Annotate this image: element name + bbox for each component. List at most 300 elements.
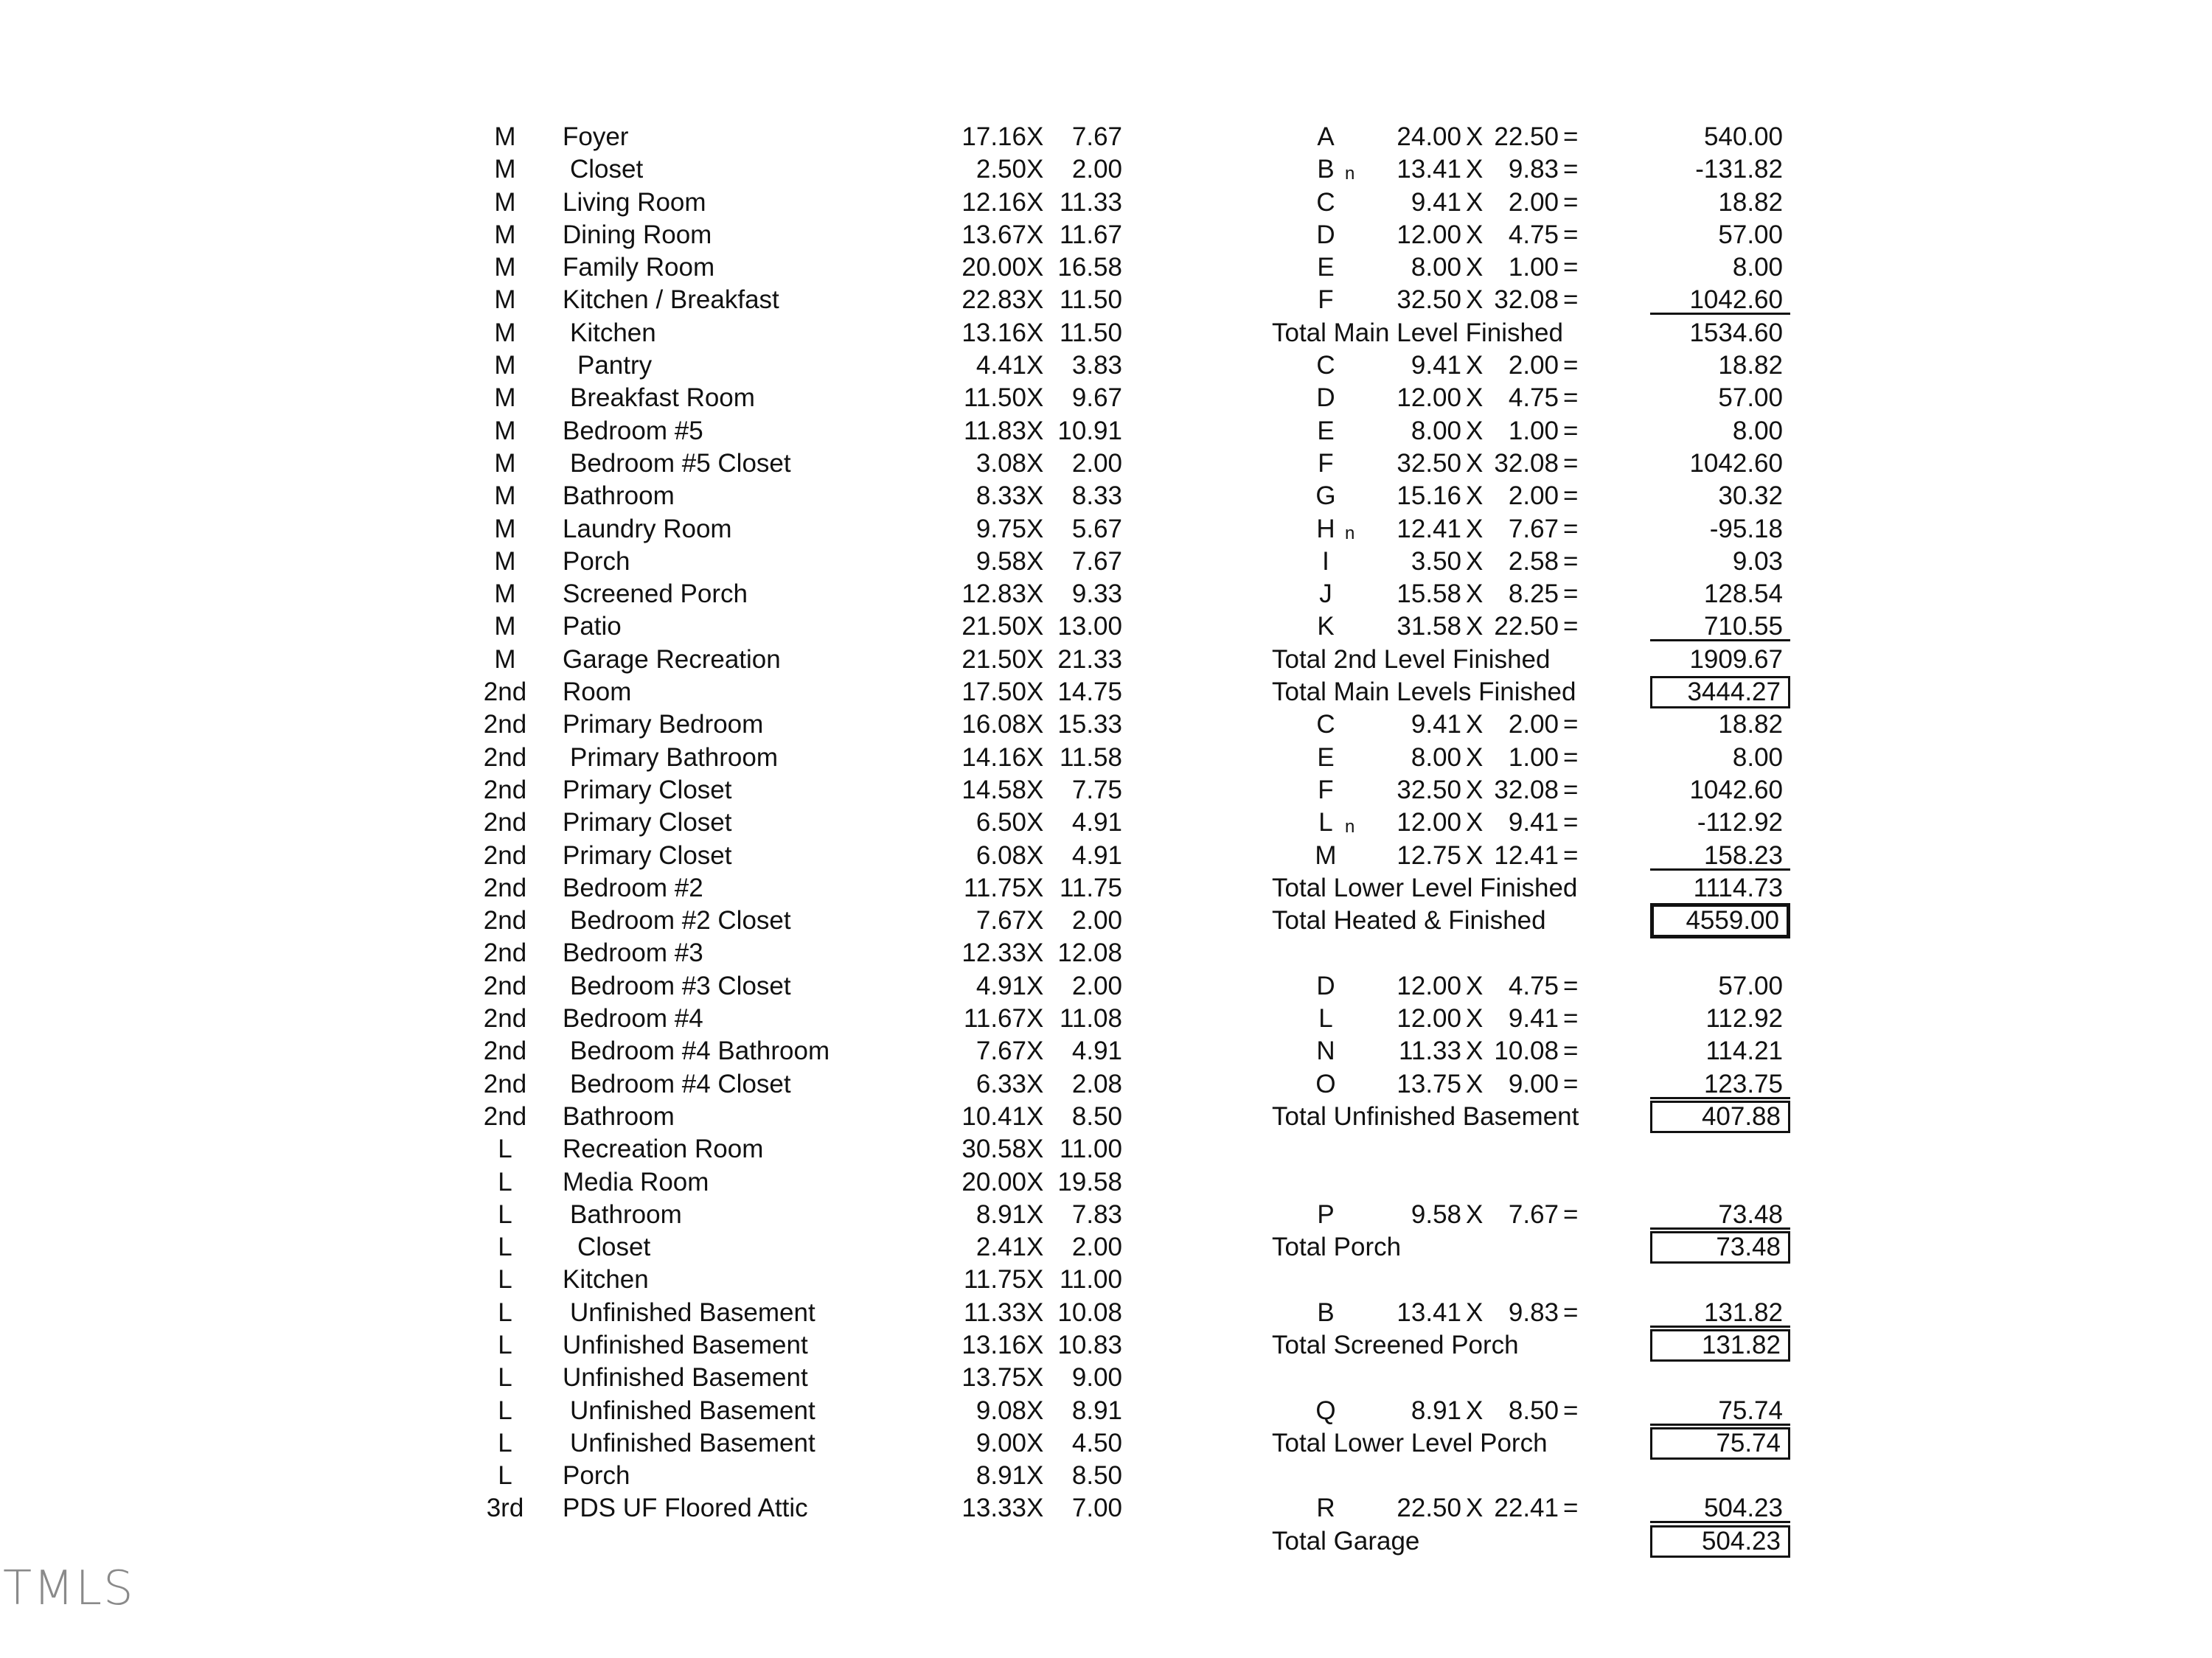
room-level: 2nd xyxy=(483,1101,527,1131)
section-letter: M xyxy=(1315,840,1337,870)
room-width: 7.75 xyxy=(1071,775,1122,804)
room-name: Living Room xyxy=(563,187,706,217)
room-length: 7.67 xyxy=(975,1037,1026,1066)
room-width: 11.33 xyxy=(1060,187,1122,217)
times-sign: X xyxy=(1026,742,1044,772)
room-length: 8.91 xyxy=(975,1199,1026,1229)
equals-sign: = xyxy=(1563,1069,1579,1098)
room-name: Bathroom xyxy=(570,1199,682,1229)
total-value: 407.88 xyxy=(1650,1101,1790,1133)
section-width: 2.00 xyxy=(1508,187,1559,217)
section-letter: O xyxy=(1315,1069,1336,1098)
room-width: 2.00 xyxy=(1071,906,1122,936)
times-sign: X xyxy=(1026,122,1044,151)
section-letter: G xyxy=(1315,481,1336,511)
calc-row xyxy=(1268,219,1799,251)
room-row xyxy=(472,1395,1135,1427)
room-row xyxy=(472,121,1135,153)
calc-row xyxy=(1268,1035,1799,1067)
room-row xyxy=(472,1329,1135,1362)
times-sign: X xyxy=(1466,971,1484,1000)
section-area: 131.82 xyxy=(1650,1297,1790,1328)
room-length: 4.41 xyxy=(975,351,1026,380)
room-width: 11.00 xyxy=(1060,1135,1122,1164)
room-row xyxy=(472,905,1135,937)
times-sign: X xyxy=(1026,514,1044,543)
room-level: M xyxy=(494,612,516,641)
room-name: Pantry xyxy=(577,351,653,380)
room-width: 15.33 xyxy=(1057,710,1122,739)
calc-row xyxy=(1268,187,1799,219)
room-row xyxy=(472,1035,1135,1067)
equals-sign: = xyxy=(1563,1037,1579,1066)
times-sign: X xyxy=(1026,448,1044,478)
times-sign: X xyxy=(1466,840,1484,870)
times-sign: X xyxy=(1466,448,1484,478)
room-row xyxy=(472,937,1135,969)
section-length: 12.41 xyxy=(1397,514,1461,543)
equals-sign: = xyxy=(1563,285,1579,315)
section-area: 1042.60 xyxy=(1689,775,1783,804)
times-sign: X xyxy=(1466,1494,1484,1523)
section-length: 15.58 xyxy=(1397,579,1461,609)
total-value: 1909.67 xyxy=(1689,644,1783,674)
section-area: 112.92 xyxy=(1705,1004,1783,1034)
room-level: L xyxy=(498,1199,512,1229)
calc-row xyxy=(1268,1492,1799,1525)
section-length: 8.91 xyxy=(1411,1396,1461,1425)
section-length: 32.50 xyxy=(1397,775,1461,804)
total-label: Total Unfinished Basement xyxy=(1272,1101,1579,1131)
total-row xyxy=(1268,1525,1799,1558)
total-label: Total Main Levels Finished xyxy=(1272,678,1576,707)
times-sign: X xyxy=(1026,1298,1044,1327)
room-row xyxy=(472,349,1135,382)
room-level: 3rd xyxy=(486,1494,524,1523)
section-area: -131.82 xyxy=(1695,155,1783,184)
room-name: Primary Closet xyxy=(563,808,732,837)
spacer-row xyxy=(1268,1460,1799,1492)
section-length: 9.41 xyxy=(1411,187,1461,217)
room-row xyxy=(472,1003,1135,1035)
room-level: L xyxy=(498,1265,512,1295)
section-width: 9.00 xyxy=(1508,1069,1559,1098)
total-label: Total Lower Level Porch xyxy=(1272,1428,1548,1457)
section-width: 1.00 xyxy=(1508,742,1559,772)
room-length: 7.67 xyxy=(975,906,1026,936)
room-length: 13.16 xyxy=(961,318,1026,347)
equals-sign: = xyxy=(1563,1494,1579,1523)
times-sign: X xyxy=(1026,1004,1044,1034)
room-length: 8.33 xyxy=(975,481,1026,511)
room-width: 8.50 xyxy=(1071,1461,1122,1491)
total-row xyxy=(1268,676,1799,708)
room-width: 10.91 xyxy=(1057,416,1122,445)
section-width: 8.50 xyxy=(1508,1396,1559,1425)
equals-sign: = xyxy=(1563,1298,1579,1327)
room-length: 21.50 xyxy=(961,612,1026,641)
calc-row xyxy=(1268,284,1799,316)
room-name: Breakfast Room xyxy=(570,383,755,413)
section-letter: L xyxy=(1318,1004,1333,1034)
times-sign: X xyxy=(1026,1135,1044,1164)
room-level: M xyxy=(494,285,516,315)
room-name: Bedroom #3 xyxy=(563,938,703,968)
section-length: 22.50 xyxy=(1397,1494,1461,1523)
room-width: 2.08 xyxy=(1071,1069,1122,1098)
total-label: Total Screened Porch xyxy=(1272,1330,1519,1359)
section-letter: C xyxy=(1316,351,1335,380)
equals-sign: = xyxy=(1563,514,1579,543)
total-value: 504.23 xyxy=(1650,1525,1790,1558)
room-name: Screened Porch xyxy=(563,579,748,609)
total-value: 73.48 xyxy=(1650,1231,1790,1264)
section-width: 7.67 xyxy=(1508,1199,1559,1229)
room-name: Kitchen xyxy=(570,318,656,347)
room-level: L xyxy=(498,1298,512,1327)
section-length: 13.75 xyxy=(1397,1069,1461,1098)
room-width: 16.58 xyxy=(1057,253,1122,282)
room-row xyxy=(472,284,1135,316)
room-length: 13.75 xyxy=(961,1363,1026,1393)
calc-row xyxy=(1268,447,1799,480)
equals-sign: = xyxy=(1563,775,1579,804)
equals-sign: = xyxy=(1563,416,1579,445)
room-width: 9.67 xyxy=(1071,383,1122,413)
calc-row xyxy=(1268,1199,1799,1231)
times-sign: X xyxy=(1466,253,1484,282)
calc-row xyxy=(1268,513,1799,546)
room-level: 2nd xyxy=(483,710,527,739)
room-name: Closet xyxy=(577,1233,651,1262)
section-area: 8.00 xyxy=(1732,742,1783,772)
room-name: Primary Closet xyxy=(563,840,732,870)
room-length: 2.50 xyxy=(975,155,1026,184)
times-sign: X xyxy=(1026,1330,1044,1359)
section-area: 128.54 xyxy=(1703,579,1783,609)
section-length: 32.50 xyxy=(1397,285,1461,315)
room-width: 4.91 xyxy=(1071,840,1122,870)
room-width: 11.67 xyxy=(1060,220,1122,249)
room-row xyxy=(472,546,1135,578)
times-sign: X xyxy=(1466,187,1484,217)
room-name: Dining Room xyxy=(563,220,712,249)
room-row xyxy=(472,970,1135,1003)
times-sign: X xyxy=(1026,612,1044,641)
total-value: 4559.00 xyxy=(1650,903,1790,938)
equals-sign: = xyxy=(1563,187,1579,217)
total-row xyxy=(1268,1329,1799,1362)
section-length: 15.16 xyxy=(1397,481,1461,511)
room-width: 10.83 xyxy=(1057,1330,1122,1359)
section-area: 114.21 xyxy=(1705,1037,1783,1066)
section-length: 8.00 xyxy=(1411,416,1461,445)
total-row xyxy=(1268,872,1799,905)
room-row xyxy=(472,251,1135,284)
room-level: 2nd xyxy=(483,938,527,968)
room-row xyxy=(472,1199,1135,1231)
spacer-row xyxy=(1268,1362,1799,1394)
times-sign: X xyxy=(1466,155,1484,184)
room-row xyxy=(472,1166,1135,1199)
total-value: 3444.27 xyxy=(1650,676,1790,708)
calc-row xyxy=(1268,807,1799,839)
room-width: 8.33 xyxy=(1071,481,1122,511)
section-width: 32.08 xyxy=(1494,448,1559,478)
times-sign: X xyxy=(1026,579,1044,609)
times-sign: X xyxy=(1026,351,1044,380)
times-sign: X xyxy=(1026,546,1044,576)
total-label: Total Lower Level Finished xyxy=(1272,873,1578,902)
room-length: 17.50 xyxy=(961,678,1026,707)
room-name: Kitchen / Breakfast xyxy=(563,285,779,315)
times-sign: X xyxy=(1466,1199,1484,1229)
total-label: Total Heated & Finished xyxy=(1272,906,1546,936)
room-length: 11.83 xyxy=(964,416,1026,445)
room-row xyxy=(472,676,1135,708)
room-level: 2nd xyxy=(483,906,527,936)
room-row xyxy=(472,382,1135,414)
calc-row xyxy=(1268,610,1799,643)
room-level: M xyxy=(494,253,516,282)
room-level: 2nd xyxy=(483,775,527,804)
calc-row xyxy=(1268,774,1799,807)
room-level: M xyxy=(494,416,516,445)
section-width: 22.50 xyxy=(1494,122,1559,151)
room-level: L xyxy=(498,1330,512,1359)
room-dimensions-list xyxy=(472,121,1135,1525)
room-level: M xyxy=(494,155,516,184)
section-area: 710.55 xyxy=(1650,610,1790,641)
section-width: 4.75 xyxy=(1508,971,1559,1000)
room-level: 2nd xyxy=(483,742,527,772)
room-width: 2.00 xyxy=(1071,1233,1122,1262)
room-level: M xyxy=(494,579,516,609)
times-sign: X xyxy=(1026,938,1044,968)
total-label: Total Main Level Finished xyxy=(1272,318,1563,347)
times-sign: X xyxy=(1026,808,1044,837)
times-sign: X xyxy=(1026,1167,1044,1197)
section-length: 3.50 xyxy=(1411,546,1461,576)
room-level: L xyxy=(498,1363,512,1393)
total-label: Total Garage xyxy=(1272,1526,1420,1556)
room-width: 2.00 xyxy=(1071,155,1122,184)
total-row xyxy=(1268,317,1799,349)
section-width: 7.67 xyxy=(1508,514,1559,543)
total-row xyxy=(1268,644,1799,676)
room-name: Bedroom #3 Closet xyxy=(570,971,791,1000)
section-area: 18.82 xyxy=(1718,351,1783,380)
total-label: Total Porch xyxy=(1272,1233,1402,1262)
room-width: 7.67 xyxy=(1071,122,1122,151)
room-name: Bedroom #4 xyxy=(563,1004,703,1034)
room-name: Unfinished Basement xyxy=(563,1330,808,1359)
equals-sign: = xyxy=(1563,1199,1579,1229)
room-row xyxy=(472,219,1135,251)
room-width: 4.91 xyxy=(1071,808,1122,837)
room-length: 20.00 xyxy=(961,253,1026,282)
section-area: 1042.60 xyxy=(1689,448,1783,478)
room-row xyxy=(472,1231,1135,1264)
total-row xyxy=(1268,1231,1799,1264)
section-width: 10.08 xyxy=(1494,1037,1559,1066)
times-sign: X xyxy=(1026,1037,1044,1066)
times-sign: X xyxy=(1026,481,1044,511)
equals-sign: = xyxy=(1563,971,1579,1000)
room-level: L xyxy=(498,1396,512,1425)
room-level: M xyxy=(494,546,516,576)
room-row xyxy=(472,872,1135,905)
room-name: Garage Recreation xyxy=(563,644,781,674)
equals-sign: = xyxy=(1563,220,1579,249)
section-length: 12.00 xyxy=(1397,1004,1461,1034)
times-sign: X xyxy=(1466,546,1484,576)
room-level: M xyxy=(494,644,516,674)
times-sign: X xyxy=(1026,1233,1044,1262)
section-area: 75.74 xyxy=(1650,1395,1790,1426)
room-length: 30.58 xyxy=(961,1135,1026,1164)
room-name: Unfinished Basement xyxy=(570,1298,815,1327)
room-level: 2nd xyxy=(483,971,527,1000)
room-row xyxy=(472,742,1135,774)
room-level: L xyxy=(498,1428,512,1457)
times-sign: X xyxy=(1026,155,1044,184)
total-row xyxy=(1268,1427,1799,1460)
area-calculations-list xyxy=(1268,121,1799,1558)
section-length: 8.00 xyxy=(1411,742,1461,772)
section-width: 9.83 xyxy=(1508,155,1559,184)
times-sign: X xyxy=(1466,383,1484,413)
section-width: 22.41 xyxy=(1494,1494,1559,1523)
section-letter: D xyxy=(1316,971,1335,1000)
section-letter: C xyxy=(1316,187,1335,217)
room-name: Room xyxy=(563,678,632,707)
section-width: 4.75 xyxy=(1508,383,1559,413)
equals-sign: = xyxy=(1563,253,1579,282)
equals-sign: = xyxy=(1563,155,1579,184)
equals-sign: = xyxy=(1563,579,1579,609)
section-length: 31.58 xyxy=(1397,612,1461,641)
room-row xyxy=(472,1492,1135,1525)
equals-sign: = xyxy=(1563,742,1579,772)
times-sign: X xyxy=(1466,1298,1484,1327)
room-name: Primary Bathroom xyxy=(570,742,779,772)
calc-row xyxy=(1268,153,1799,186)
room-level: L xyxy=(498,1135,512,1164)
times-sign: X xyxy=(1026,1101,1044,1131)
section-width: 9.41 xyxy=(1508,808,1559,837)
times-sign: X xyxy=(1466,1037,1484,1066)
section-width: 1.00 xyxy=(1508,253,1559,282)
room-level: L xyxy=(498,1233,512,1262)
room-length: 16.08 xyxy=(961,710,1026,739)
room-level: L xyxy=(498,1461,512,1491)
room-row xyxy=(472,1362,1135,1394)
room-width: 2.00 xyxy=(1071,971,1122,1000)
calc-row xyxy=(1268,1003,1799,1035)
times-sign: X xyxy=(1026,971,1044,1000)
room-level: 2nd xyxy=(483,1004,527,1034)
room-length: 6.33 xyxy=(975,1069,1026,1098)
room-level: 2nd xyxy=(483,873,527,902)
room-row xyxy=(472,187,1135,219)
room-length: 12.83 xyxy=(961,579,1026,609)
room-level: 2nd xyxy=(483,1037,527,1066)
room-row xyxy=(472,1264,1135,1296)
negative-marker: n xyxy=(1345,523,1355,543)
room-row xyxy=(472,1133,1135,1166)
room-width: 3.83 xyxy=(1071,351,1122,380)
room-width: 11.50 xyxy=(1060,318,1122,347)
times-sign: X xyxy=(1466,612,1484,641)
room-name: Bedroom #2 Closet xyxy=(570,906,791,936)
section-area: 8.00 xyxy=(1732,416,1783,445)
section-area: 540.00 xyxy=(1703,122,1783,151)
section-area: 8.00 xyxy=(1732,253,1783,282)
room-row xyxy=(472,644,1135,676)
calc-row xyxy=(1268,251,1799,284)
room-level: M xyxy=(494,220,516,249)
room-width: 7.83 xyxy=(1071,1199,1122,1229)
section-letter: B xyxy=(1317,155,1335,184)
times-sign: X xyxy=(1466,481,1484,511)
section-width: 12.41 xyxy=(1494,840,1559,870)
room-length: 13.33 xyxy=(961,1494,1026,1523)
section-area: 123.75 xyxy=(1650,1068,1790,1099)
room-width: 8.50 xyxy=(1071,1101,1122,1131)
calc-row xyxy=(1268,1068,1799,1101)
section-letter: I xyxy=(1322,546,1329,576)
room-level: M xyxy=(494,383,516,413)
room-width: 11.75 xyxy=(1060,873,1122,902)
times-sign: X xyxy=(1026,1265,1044,1295)
room-name: Family Room xyxy=(563,253,715,282)
calc-row xyxy=(1268,970,1799,1003)
calc-row xyxy=(1268,840,1799,872)
section-length: 9.58 xyxy=(1411,1199,1461,1229)
section-area: 73.48 xyxy=(1650,1199,1790,1230)
section-length: 11.33 xyxy=(1399,1037,1461,1066)
negative-marker: n xyxy=(1345,817,1355,837)
room-level: M xyxy=(494,187,516,217)
section-length: 13.41 xyxy=(1397,1298,1461,1327)
mls-watermark: TMLS xyxy=(3,1561,135,1616)
room-width: 4.91 xyxy=(1071,1037,1122,1066)
room-length: 10.41 xyxy=(961,1101,1026,1131)
section-letter: D xyxy=(1316,220,1335,249)
room-row xyxy=(472,1297,1135,1329)
times-sign: X xyxy=(1026,678,1044,707)
times-sign: X xyxy=(1466,220,1484,249)
section-letter: F xyxy=(1318,285,1334,315)
section-length: 13.41 xyxy=(1397,155,1461,184)
total-label: Total 2nd Level Finished xyxy=(1272,644,1551,674)
section-letter: F xyxy=(1318,775,1334,804)
section-letter: E xyxy=(1317,416,1335,445)
room-length: 12.33 xyxy=(961,938,1026,968)
times-sign: X xyxy=(1026,840,1044,870)
times-sign: X xyxy=(1466,416,1484,445)
room-length: 9.58 xyxy=(975,546,1026,576)
room-name: Laundry Room xyxy=(563,514,732,543)
times-sign: X xyxy=(1026,383,1044,413)
section-area: 1042.60 xyxy=(1650,284,1790,315)
room-row xyxy=(472,610,1135,643)
times-sign: X xyxy=(1026,873,1044,902)
room-level: M xyxy=(494,448,516,478)
times-sign: X xyxy=(1466,775,1484,804)
room-length: 11.50 xyxy=(964,383,1026,413)
